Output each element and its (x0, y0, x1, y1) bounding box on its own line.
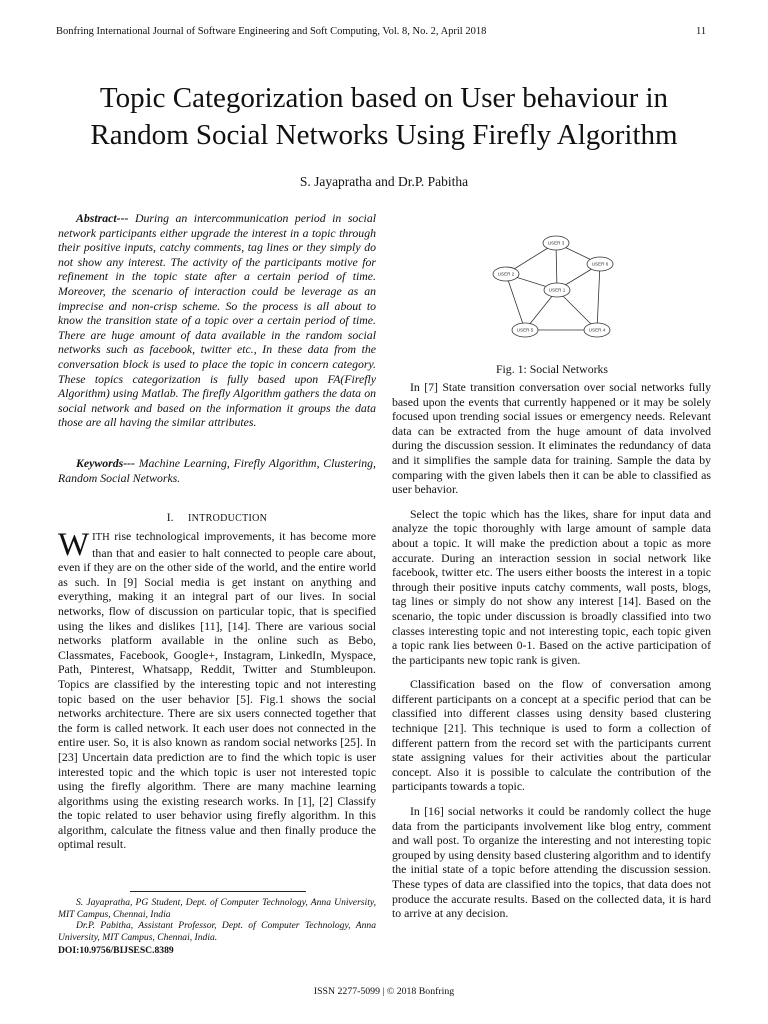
paragraph-3: Classification based on the flow of conversation among different participants on a concept at a specific period that can be classified into different classes using density based clustering technique [21]. This technique is used to form a collection of different pattern from the record set with the participants current state assigning values for their activities about the particular concept. Also it is possible to calculate the contribution of the participants towards a topic. (392, 677, 711, 794)
footer-issn: ISSN 2277-5099 | © 2018 Bonfring (313, 986, 455, 997)
right-column-body (392, 380, 711, 931)
footnote-author-2: Dr.P. Pabitha, Assistant Professor, Dept. of Computer Technology, Anna University, MIT Campus, Chennai, India. (58, 920, 376, 944)
label-user6: USER 6 (591, 261, 609, 267)
abstract (58, 211, 376, 430)
paragraph-4: In [16] social networks it could be randomly collect the huge data from the participants involvement like blog entry, comment and wall post. To organize the interesting and not interesting topic grouped by using density based clustering algorithm and to identify the initial state of a topic before attending the discussion session. These types of data are classified into the topics, that data does not produce the accurate results. Based on the collected data, it is hard to arrive at any decision. (392, 804, 711, 921)
social-network-figure (478, 222, 638, 352)
title-line-2: Random Social Networks Using Firefly Algorithm (90, 119, 678, 151)
section-heading-introduction (58, 511, 376, 524)
figure-caption: Fig. 1: Social Networks (495, 362, 609, 376)
footnote-rule (130, 891, 306, 892)
drop-cap: W (58, 527, 90, 563)
authors: S. Jayapratha and Dr.P. Pabitha (299, 174, 469, 189)
footnote-author-1: S. Jayapratha, PG Student, Dept. of Computer Technology, Anna University, MIT Campus, Chennai, India (58, 897, 376, 920)
footnotes (58, 897, 376, 944)
section-number: I. (166, 511, 174, 524)
intro-lead-caps: ITH (92, 532, 110, 543)
journal-header: Bonfring International Journal of Software Engineering and Soft Computing, Vol. 8, No. 2, April 2018 (56, 26, 487, 37)
introduction-body (58, 529, 376, 852)
keywords (58, 456, 376, 485)
network-diagram (478, 222, 638, 352)
abstract-text: During an intercommunication period in social network participants either upgrade the interest in a topic through their positive inputs, catchy comments, tag lines or they simply do not show any interest. The activity of the participants motive for refinement in the topic state after a certain period of time. Moreover, the scenario of interaction could be leverage as an imprecise and non-crisp scheme. So the process is all about to know the transition state of a topic over a certain period of time. There are huge amount of data available in the random social networks such as facebook, twitter etc., In these data from the conversation block is used to place the topic in concern category. These topics categorization is fully based upon FA(Firefly Algorithm) using Matlab. The firefly Algorithm gathers the data on social network and based on the information it groups the data those are all having the similar attributes. (58, 211, 377, 430)
edge-user2-user5 (506, 274, 525, 330)
keywords-label: Keywords--- (76, 456, 135, 470)
paragraph-1: In [7] State transition conversation over social networks fully based upon the events that currently happened or it may be solely focused upon trending social issues or emergency needs. Relevant data can be extracted from the huge amount of data involved during the discussion session. It eliminates the redundancy of data and it simplifies the sample data for training. Sample the data by comparing with the given labels then it can be able to classified as user behavior. (392, 380, 711, 497)
keywords-text: Machine Learning, Firefly Algorithm, Clustering, Random Social Networks. (58, 456, 376, 485)
label-user1: USER 1 (548, 287, 566, 293)
abstract-label: Abstract--- (76, 211, 129, 225)
label-user3: USER 3 (547, 240, 565, 246)
doi: DOI:10.9756/BIJSESC.8389 (58, 945, 174, 956)
paragraph-2: Select the topic which has the likes, share for input data and analyze the topic thoroughly with large amount of sample data about a topic. It will make the prediction about a topic as more accurate. During an interaction session in social network like facebook, twitter etc. The users either boosts the interest in a topic through their positive inputs catchy comments, wall posts, blogs, tag lines or simply do not show any interest [14]. Based on the scenario, the topic under discussion is broadly classified into two classes interesting topic and not interesting topic, each topic given a topic rank lies between 0-1. Based on the active participation of the participants new topic rank is given. (392, 506, 711, 667)
section-title: INTRODUCTION (188, 513, 268, 524)
paper-title (40, 80, 728, 154)
title-line-1: Topic Categorization based on User behaviour in (99, 82, 669, 114)
intro-text: rise technological improvements, it has become more than that and easier to halt connected to people care about, even if they are on the other side of the world, and the entire world as such. In [9] Social media is get instant on anything and everything, making it an integral part of our lives. In social networks, flow of discussion on particular topic, that is specified using the likes and dislikes [11], [14]. There are various social networks platform available in the online such as Bebo, Classmates, Facebook, Google+, Instagram, LinkedIn, Myspace, Path, Pinterest, Whatsapp, Reddit, Twitter and Stumbleupon. Topics are classified by the interesting topic and not interesting topic based on the user behavior [5]. Fig.1 shows the social networks architecture. There are six users connected together that the form is called network. It each user does not connected in the entire user. So, it is also known as random social networks [25]. In [23] Uncertain data prediction are to find the which topic is user interested topic and the which topic is user not interested topic using the firefly algorithm. There are many machine learning algorithms using the existing research works. In [1], [2] Classify the topic related to user behavior using firefly algorithm. In this algorithm, calculate the fitness value and then finally produce the optimal result. (58, 529, 376, 852)
edge-user6-user4 (597, 264, 600, 330)
label-user2: USER 2 (497, 271, 515, 277)
label-user5: USER 5 (516, 327, 534, 333)
page-number: 11 (696, 26, 707, 37)
label-user4: USER 4 (588, 327, 606, 333)
